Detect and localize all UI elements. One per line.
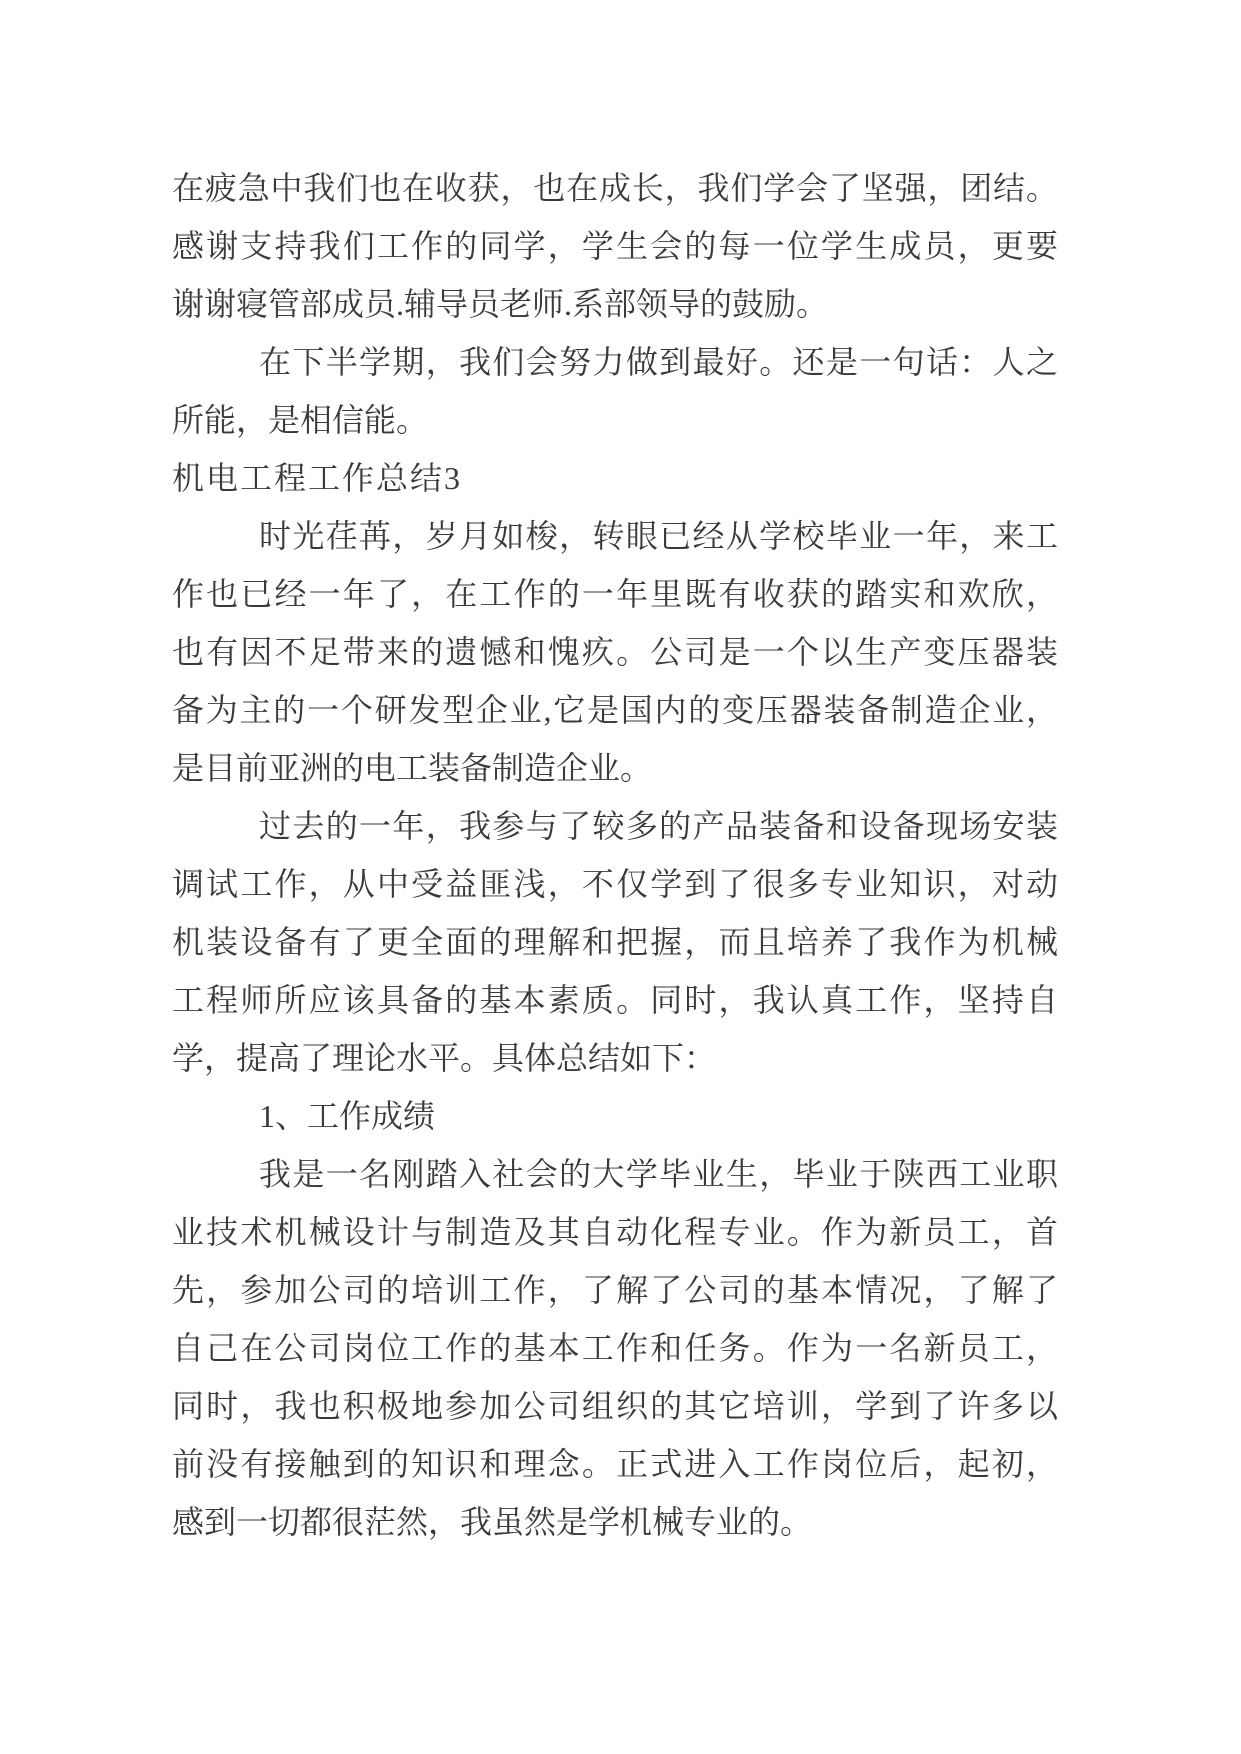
text-line: 先，参加公司的培训工作，了解了公司的基本情况，了解了 <box>172 1272 1058 1308</box>
text-line: 我是一名刚踏入社会的大学毕业生，毕业于陕西工业职 <box>259 1156 1058 1192</box>
text-line: 工程师所应该具备的基本素质。同时，我认真工作，坚持自 <box>172 982 1058 1018</box>
text-line: 前没有接触到的知识和理念。正式进入工作岗位后，起初， <box>172 1446 1058 1482</box>
text-line: 在疲急中我们也在收获，也在成长，我们学会了坚强，团结。 <box>172 170 1058 206</box>
text-line: 自己在公司岗位工作的基本工作和任务。作为一名新员工， <box>172 1330 1058 1366</box>
text-line: 在下半学期，我们会努力做到最好。还是一句话：人之 <box>259 344 1058 380</box>
text-line: 谢谢寝管部成员.辅导员老师.系部领导的鼓励。 <box>172 286 829 322</box>
text-line: 作也已经一年了，在工作的一年里既有收获的踏实和欢欣， <box>172 576 1058 612</box>
text-line: 是目前亚洲的电工装备制造企业。 <box>172 750 653 786</box>
text-line: 感到一切都很茫然，我虽然是学机械专业的。 <box>172 1504 813 1540</box>
text-line: 也有因不足带来的遗憾和愧疚。公司是一个以生产变压器装 <box>172 634 1058 670</box>
document-text-block <box>172 159 1058 1551</box>
text-line: 机装设备有了更全面的理解和把握，而且培养了我作为机械 <box>172 924 1058 960</box>
text-line: 过去的一年，我参与了较多的产品装备和设备现场安装 <box>259 808 1058 844</box>
text-line: 时光荏苒，岁月如梭，转眼已经从学校毕业一年，来工 <box>259 518 1058 554</box>
list-item-heading: 1、工作成绩 <box>259 1098 436 1134</box>
text-line: 业技术机械设计与制造及其自动化程专业。作为新员工，首 <box>172 1214 1058 1250</box>
text-line: 学，提高了理论水平。具体总结如下： <box>172 1040 717 1076</box>
text-line: 所能，是相信能。 <box>172 402 429 438</box>
text-line: 同时，我也积极地参加公司组织的其它培训，学到了许多以 <box>172 1388 1058 1424</box>
text-line: 感谢支持我们工作的同学，学生会的每一位学生成员，更要 <box>172 228 1058 264</box>
section-title: 机电工程工作总结3 <box>172 460 463 496</box>
text-line: 调试工作，从中受益匪浅，不仅学到了很多专业知识，对动 <box>172 866 1058 902</box>
text-line: 备为主的一个研发型企业,它是国内的变压器装备制造企业， <box>172 692 1058 728</box>
